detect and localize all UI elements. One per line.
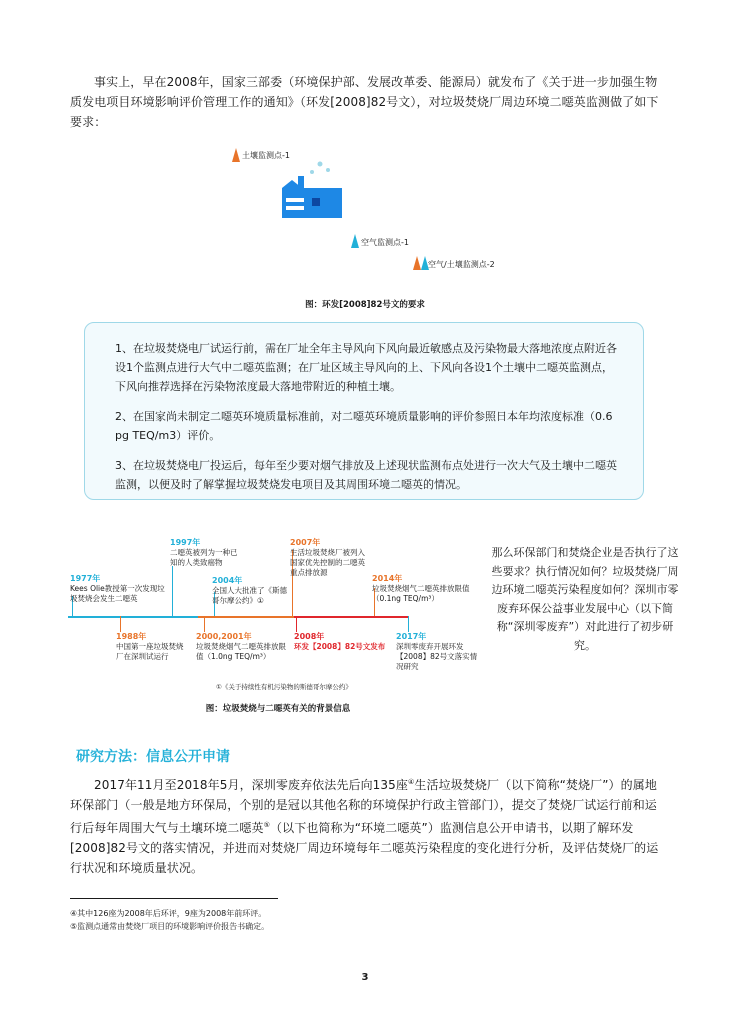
method-text-a: 2017年11月至2018年5月，深圳零废弃依法先后向135座 <box>94 778 408 792</box>
side-text: 那么环保部门和焚烧企业是否执行了这些要求？执行情况如何？垃圾焚烧厂周边环境二噁英污染程度如何？深圳市零废弃环保公益事业发展中心（以下简称“深圳零废弃”）对此进行了初步研究。 <box>491 546 679 652</box>
monitoring-diagram <box>220 140 520 280</box>
tick-2017 <box>408 616 409 632</box>
event-2017: 2017年 深圳零废弃开展环发【2008】82号文落实情况研究 <box>396 632 478 671</box>
tick-1988 <box>120 616 121 632</box>
section-title: 研究方法：信息公开申请 <box>76 749 230 765</box>
event-1997: 1997年 二噁英被列为一种已知的人类致癌物 <box>170 538 238 567</box>
timeline-line-2 <box>198 616 294 618</box>
event-2004: 2004年 全国人大批准了《斯德哥尔摩公约》① <box>212 576 287 605</box>
footnote-ref-5: ⑤ <box>263 821 270 829</box>
air-point-label: 空气监测点-1 <box>361 238 409 247</box>
requirement-3: 3、在垃圾焚烧电厂投运后，每年至少要对烟气排放及上述现状监测布点处进行一次大气及土壤中二噁英监测，以便及时了解掌握垃圾焚烧发电项目及其周围环境二噁英的情况。 <box>115 459 617 491</box>
tick-2000 <box>204 616 205 632</box>
event-2000: 2000,2001年 垃圾焚烧烟气二噁英排放限值（1.0ng TEQ/m³） <box>196 632 286 661</box>
timeline <box>68 536 488 696</box>
footnote-5: ⑤监测点通常由焚烧厂项目的环境影响评价报告书确定。 <box>70 922 270 931</box>
figure1-caption: 图：环发[2008]82号文的要求 <box>305 300 425 310</box>
method-paragraph <box>70 772 662 878</box>
method-text-b: 生活垃圾焚烧厂（以下简称“焚烧厂”）的属地环保部门（一般是地方环保局，个别的是冠以其他名称的环境保护行政主管部门），提交了焚烧厂试运行前和运行后每年周围大气与土壤环境二噁英 <box>70 778 657 835</box>
event-2008: 2008年 环发【2008】82号文发布 <box>294 632 386 651</box>
event-1988: 1988年 中国第一座垃圾焚烧厂在深圳试运行 <box>116 632 184 661</box>
soil-point-label: 土壤监测点-1 <box>242 151 290 160</box>
factory-icon <box>278 158 348 220</box>
soil-marker-icon <box>232 148 240 162</box>
timeline-line-1 <box>68 616 198 618</box>
tick-2008 <box>296 616 297 632</box>
air-soil-point-label: 空气/土壤监测点-2 <box>428 260 495 269</box>
requirement-2: 2、在国家尚未制定二噁英环境质量标准前，对二噁英环境质量影响的评价参照日本年均浓度标准（0.6 pg TEQ/m3）评价。 <box>115 410 613 442</box>
event-1977: 1977年 Kees Olie教授第一次发现垃圾焚烧会发生二噁英 <box>70 574 165 603</box>
air-marker-icon <box>351 234 359 248</box>
footnote-divider <box>70 898 278 899</box>
requirement-1: 1、在垃圾焚烧电厂试运行前，需在厂址全年主导风向下风向最近敏感点及污染物最大落地浓度点附近各设1个监测点进行大气中二噁英监测；在厂址区域主导风向的上、下风向各设1个土壤中二噁英监测点，下风向推荐选择在污染物浓度最大落地带附近的种植土壤。 <box>115 342 617 393</box>
tick-1997 <box>172 566 173 616</box>
requirements-box <box>84 322 644 500</box>
event-2007: 2007年 生活垃圾焚烧厂被列入国家优先控制的二噁英重点排放源 <box>290 538 365 577</box>
timeline-footnote: ①《关于持续性有机污染物的斯德哥尔摩公约》 <box>216 683 352 691</box>
footnote-ref-4: ④ <box>408 778 415 786</box>
timeline-line-3 <box>294 616 408 618</box>
page-number: 3 <box>361 972 369 983</box>
intro-paragraph: 事实上，早在2008年，国家三部委（环境保护部、发展改革委、能源局）就发布了《关于进一步加强生物质发电项目环境影响评价管理工作的通知》（环发[2008]82号文），对垃圾焚烧厂周边环境二噁英监测做了如下要求： <box>70 75 659 129</box>
event-2014: 2014年 垃圾焚烧烟气二噁英排放限值（0.1ng TEQ/m³） <box>372 574 470 603</box>
method-text-c: （以下也简称为“环境二噁英”）监测信息公开申请书，以期了解环发[2008]82号文的落实情况，并进而对焚烧厂周边环境每年二噁英污染程度的变化进行分析，及评估焚烧厂的运行状况和环境质量状况。 <box>70 821 659 875</box>
air-soil-marker-icon <box>413 256 429 270</box>
footnote-4: ④其中126座为2008年后环评，9座为2008年前环评。 <box>70 909 267 918</box>
figure2-caption: 图：垃圾焚烧与二噁英有关的背景信息 <box>205 704 351 714</box>
